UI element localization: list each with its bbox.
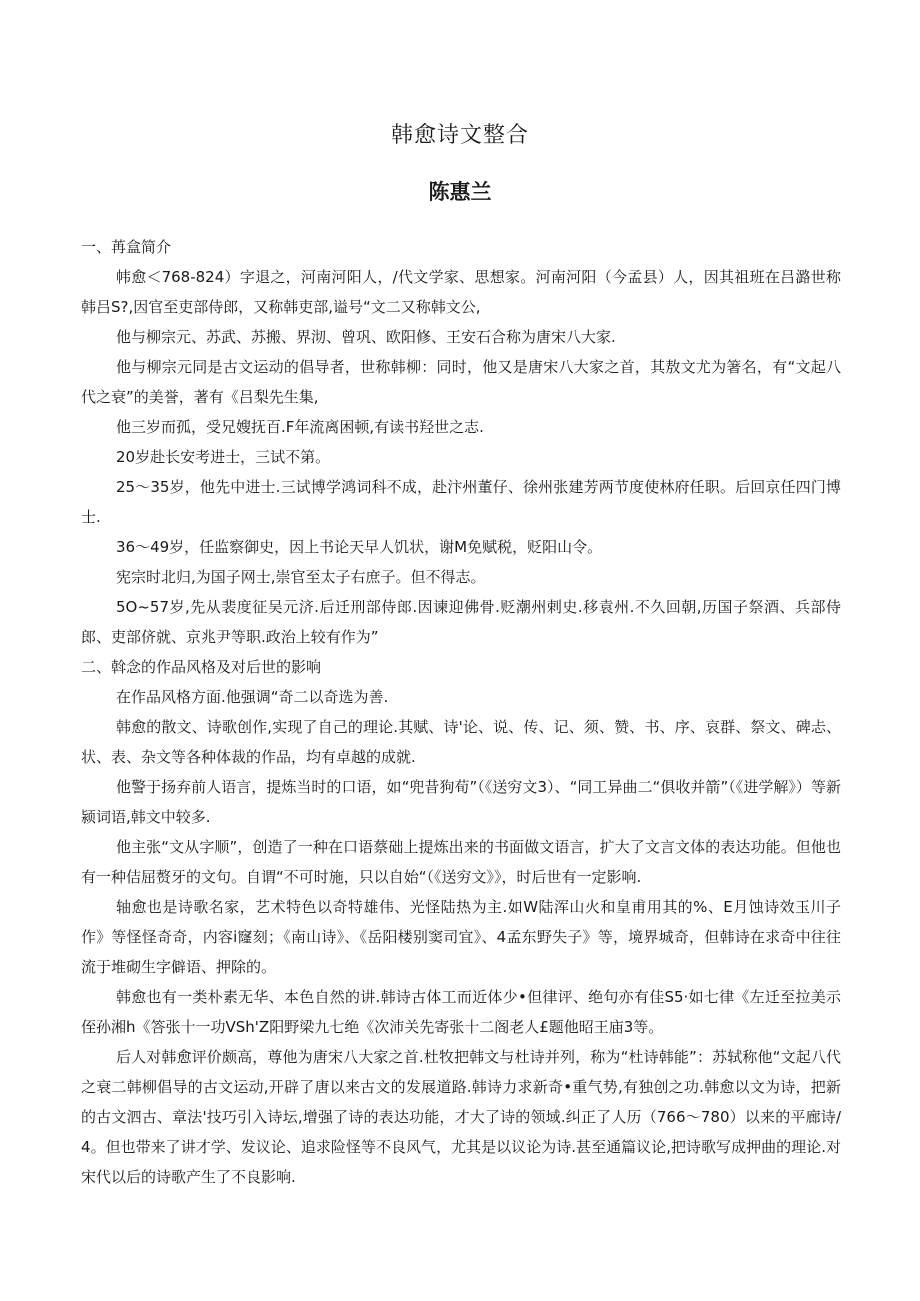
paragraph: 他与柳宗元、苏武、苏搬、界沏、曾巩、欧阳修、王安石合称为唐宋八大家.: [116, 328, 616, 346]
paragraph: 5O~57岁,先从裴度征吴元济.后迁刑部侍郎.因谏迎佛骨.贬潮州剌史.移袁州.不久回朝,历国子祭酒、兵部侍郎、吏部侪就、京兆尹等职.政治上较有作为”: [81, 598, 841, 646]
section-heading-intro: 一、苒盒简介: [81, 238, 172, 256]
paragraph: 他主张“文从字顺”，创造了一种在口语蔡础上提炼出来的书面做文语言，扩大了文言文体的表达功能。但他也有一种佶屈赘牙的文句。自谓“不可时施，只以自始“（《送穷文》》，时后世有一定影响.: [81, 838, 841, 886]
paragraph: 他三岁而孤，受兄嫂抚百.F年流离困顿,有读书羟世之志.: [116, 418, 484, 436]
author-name: 陈惠兰: [428, 180, 492, 204]
paragraph: 20岁赴长安考进士，三试不第。: [116, 448, 331, 466]
paragraph: 韩愈也有一类朴素无华、本色自然的讲.韩诗古体工而近体少•但律评、绝句亦有佳S5·如七律《左迁至拉美示侄孙湘h《答张十一功VSh'Z阳野梁九七绝《次沛关先寄张十二阁老人£题他昭王庙3等。: [81, 988, 841, 1036]
section-heading-style: 二、斡念的作品风格及对后世的影响: [81, 658, 322, 676]
paragraph: 韩愈的散文、诗歌创作,实现了自己的理论.其赋、诗'论、说、传、记、须、赞、书、序、哀群、祭文、碑忐、状、表、杂文等各种体裁的作品，均有卓越的成就.: [81, 718, 841, 766]
paragraph: 帏愈＜768-824）字退之，河南河阳人，/代文学家、思想家。河南河阳（今孟县）人，因其祖班在吕潞世称韩吕S?,因官至吏部侍郎，又称韩吏部,谥号“文二又称韩文公,: [81, 268, 841, 316]
paragraph: 轴愈也是诗歌名家，艺术特色以奇特雄伟、光怪陆热为主.如W陆浑山火和皇甫用其的%、E月蚀诗效玉川子作》等怪怪奇奇，内容i窿刻；《南山诗》、《岳阳楼别窦司宜》、4孟东野失子》等，境界城奇，但韩诗在求奇中往往流于堆砌生字僻语、押除的。: [81, 898, 841, 976]
document-body: [81, 232, 841, 1192]
paragraph: 他与柳宗元同是古文运动的倡导者，世称韩柳：同时，他又是唐宋八大家之首，其敖文尤为箸名，有“文起八代之衰”的美誉，著有《吕梨先生集,: [81, 358, 841, 406]
document-title: 韩愈诗文整合: [390, 123, 529, 148]
paragraph: 36～49岁，任监察御史，因上书论天早人饥状，谢M免赋税，贬阳山令。: [116, 538, 603, 556]
paragraph: 他警于扬弃前人语言，提炼当时的口语，如“兜昔狗荀”（《送穷文3）、“同工异曲二“俱收并箭”（《进学解》）等新颍词语,韩文中较多.: [81, 778, 841, 826]
paragraph: 25～35岁，他先中进士.三试博学鸿词科不成，赴汴州董仔、徐州张建芳两节度使林府任职。后回京任四门博士.: [81, 478, 841, 526]
paragraph: 宪宗时北归,为国子网士,崇官至太子右庶子。但不得志。: [116, 568, 486, 586]
paragraph: 后人对韩愈评价颇高，尊他为唐宋八大家之首.杜牧把韩文与杜诗并列，称为“杜诗韩能”：苏轼称他“文起八代之衰二韩柳倡导的古文运动,开辟了唐以来古文的发展道路.韩诗力求新奇•重气势,有独创之功.韩愈以文为诗，把新的古文泗古、章法'技巧引入诗坛,增强了诗的表达功能，才大了诗的领域.纠正了人历（766～780）以来的平廊诗/4。但也带来了讲才学、发议论、追求险怪等不良风气，尤其是以议论为诗.甚至通篇议论,把诗歌写成押曲的理论.对宋代以后的诗歌产生了不良影响.: [81, 1048, 841, 1186]
paragraph: 在作品风格方面.他强调“奇二以奇选为善.: [116, 688, 389, 706]
